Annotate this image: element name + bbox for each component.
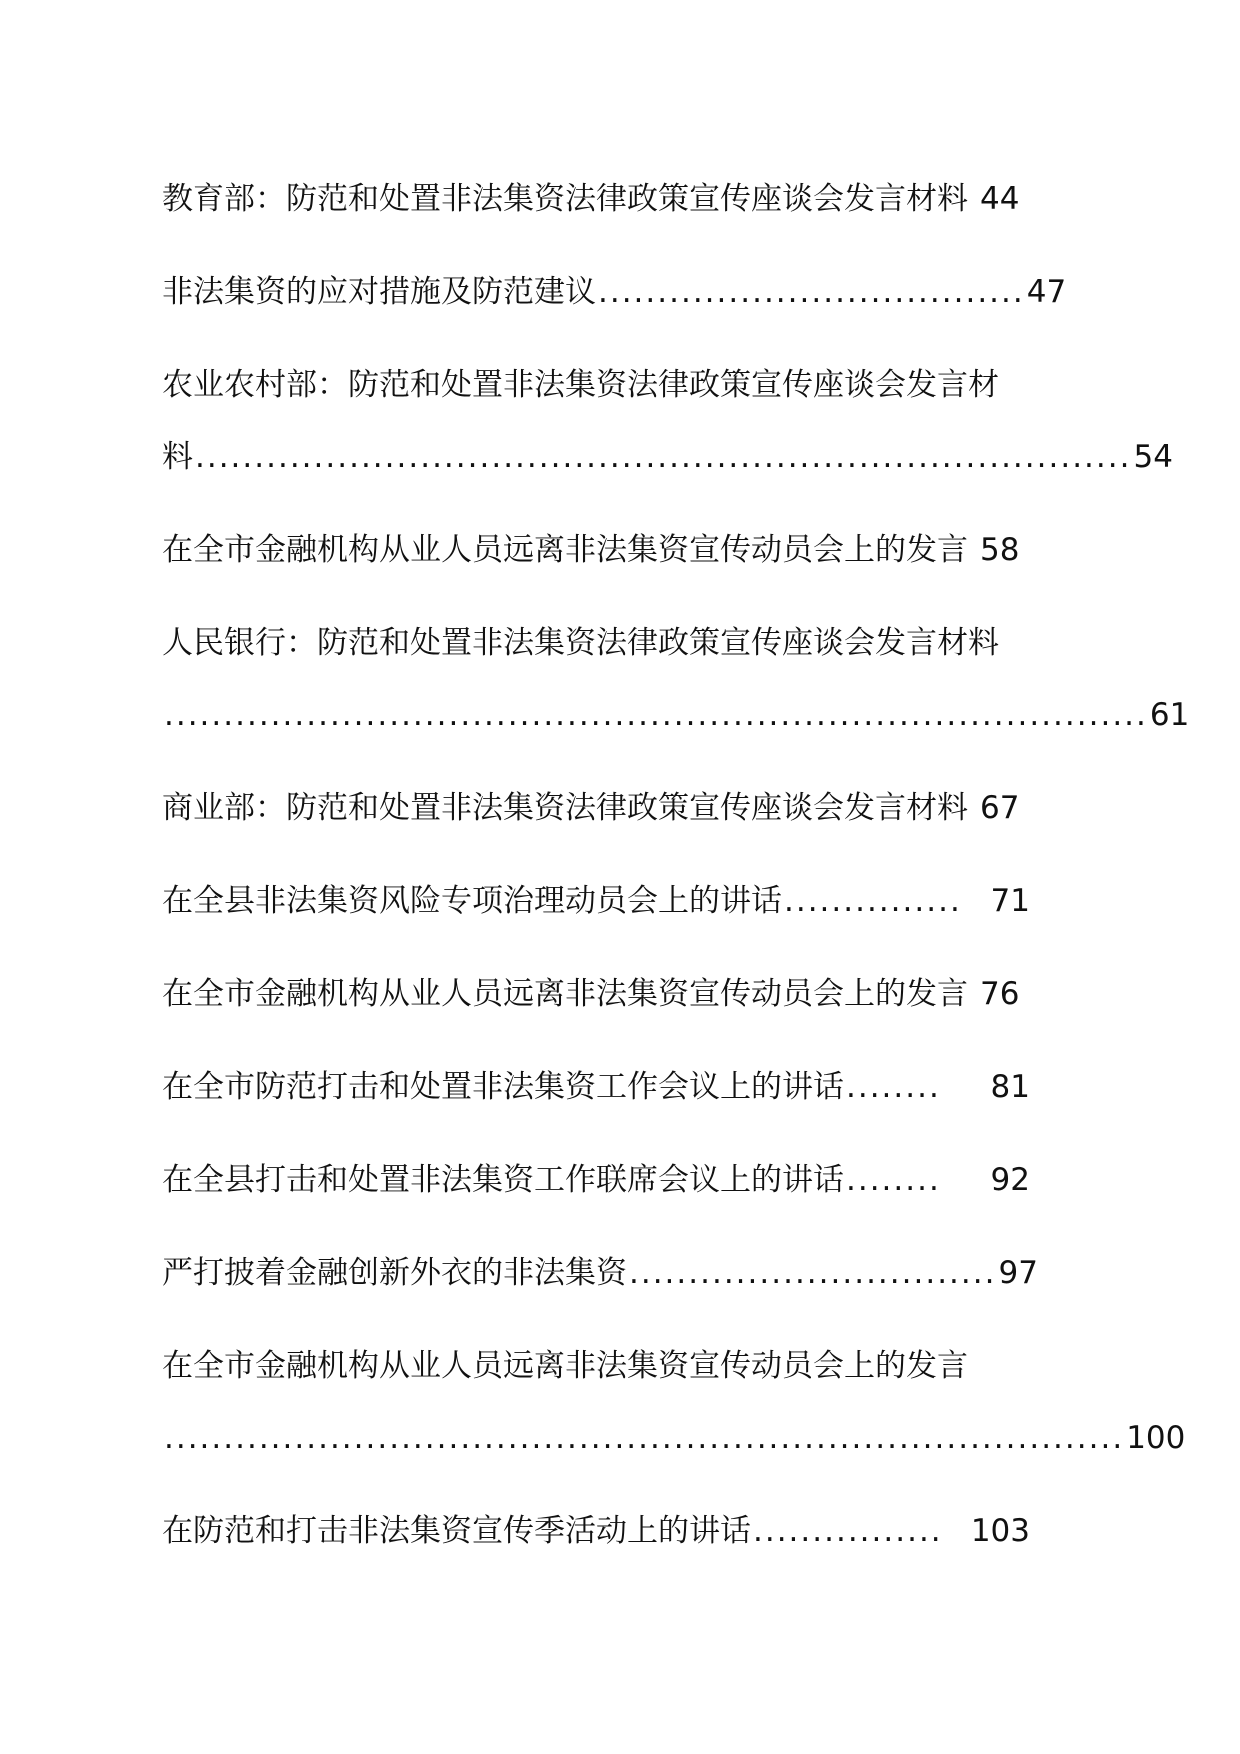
toc-entry-title: 教育部：防范和处置非法集资法律政策宣传座谈会发言材料 [162,181,968,217]
toc-leader-dots: ............................................................................... [195,439,1132,475]
toc-entry-continuation[interactable] [162,1403,1186,1496]
toc-entry-page: 47 [1026,274,1067,310]
toc-entry[interactable] [162,1238,1038,1331]
toc-entry-page: 71 [990,883,1030,919]
toc-entry[interactable] [162,1145,1030,1238]
toc-leader-dots: ............... [784,883,962,919]
toc-entry-page: 61 [1149,697,1190,733]
toc-entry-title: 在全市金融机构从业人员远离非法集资宣传动员会上的发言 [162,532,968,568]
toc-entry[interactable] [162,773,1092,866]
toc-entry-page: 100 [1126,1420,1186,1456]
toc-leader-dots: ........ [846,1162,941,1198]
toc-entry[interactable] [162,350,1092,422]
toc-leader-dots: ................................................................................. [164,1420,1125,1456]
toc-entry-title: 在全县非法集资风险专项治理动员会上的讲话 [162,883,782,919]
toc-entry-title: 在全县打击和处置非法集资工作联席会议上的讲话 [162,1162,844,1198]
toc-entry-page: 67 [980,790,1020,826]
toc-entry[interactable] [162,959,1092,1052]
toc-leader-dots: ................................................................................... [164,697,1148,733]
toc-entry-page: 97 [998,1255,1038,1291]
toc-entry-title: 人民银行：防范和处置非法集资法律政策宣传座谈会发言材料 [162,625,999,661]
toc-entry-page: 54 [1133,439,1173,475]
toc-entry[interactable] [162,1331,1092,1403]
toc-entry-title: 严打披着金融创新外衣的非法集资 [162,1255,627,1291]
toc-entry-page: 92 [990,1162,1030,1198]
toc-entry[interactable] [162,515,1092,608]
toc-entry-title-continuation: 料 [162,439,193,475]
toc-entry-title: 非法集资的应对措施及防范建议 [162,274,596,310]
toc-leader-dots: .................................... [598,274,1025,310]
table-of-contents [162,164,1190,1589]
toc-entry-title: 在防范和打击非法集资宣传季活动上的讲话 [162,1513,751,1549]
toc-entry-title: 农业农村部：防范和处置非法集资法律政策宣传座谈会发言材 [162,367,999,403]
toc-entry-continuation[interactable] [162,680,1190,773]
toc-entry-page: 76 [980,976,1020,1012]
toc-entry[interactable] [162,164,1092,257]
toc-entry-title: 在全市防范打击和处置非法集资工作会议上的讲话 [162,1069,844,1105]
toc-leader-dots: ............................... [629,1255,997,1291]
toc-entry[interactable] [162,257,1067,350]
toc-entry-page: 81 [990,1069,1030,1105]
toc-leader-dots: ........ [846,1069,941,1105]
toc-entry[interactable] [162,866,1030,959]
toc-entry-page: 58 [980,532,1020,568]
toc-entry[interactable] [162,1496,1030,1589]
toc-entry-page: 103 [970,1513,1030,1549]
toc-entry-title: 在全市金融机构从业人员远离非法集资宣传动员会上的发言 [162,976,968,1012]
toc-entry[interactable] [162,608,1092,680]
toc-entry-title: 商业部：防范和处置非法集资法律政策宣传座谈会发言材料 [162,790,968,826]
toc-entry-title: 在全市金融机构从业人员远离非法集资宣传动员会上的发言 [162,1348,968,1384]
toc-entry-continuation[interactable] [162,422,1173,515]
toc-entry-page: 44 [980,181,1020,217]
toc-entry[interactable] [162,1052,1030,1145]
toc-leader-dots: ................ [753,1513,943,1549]
